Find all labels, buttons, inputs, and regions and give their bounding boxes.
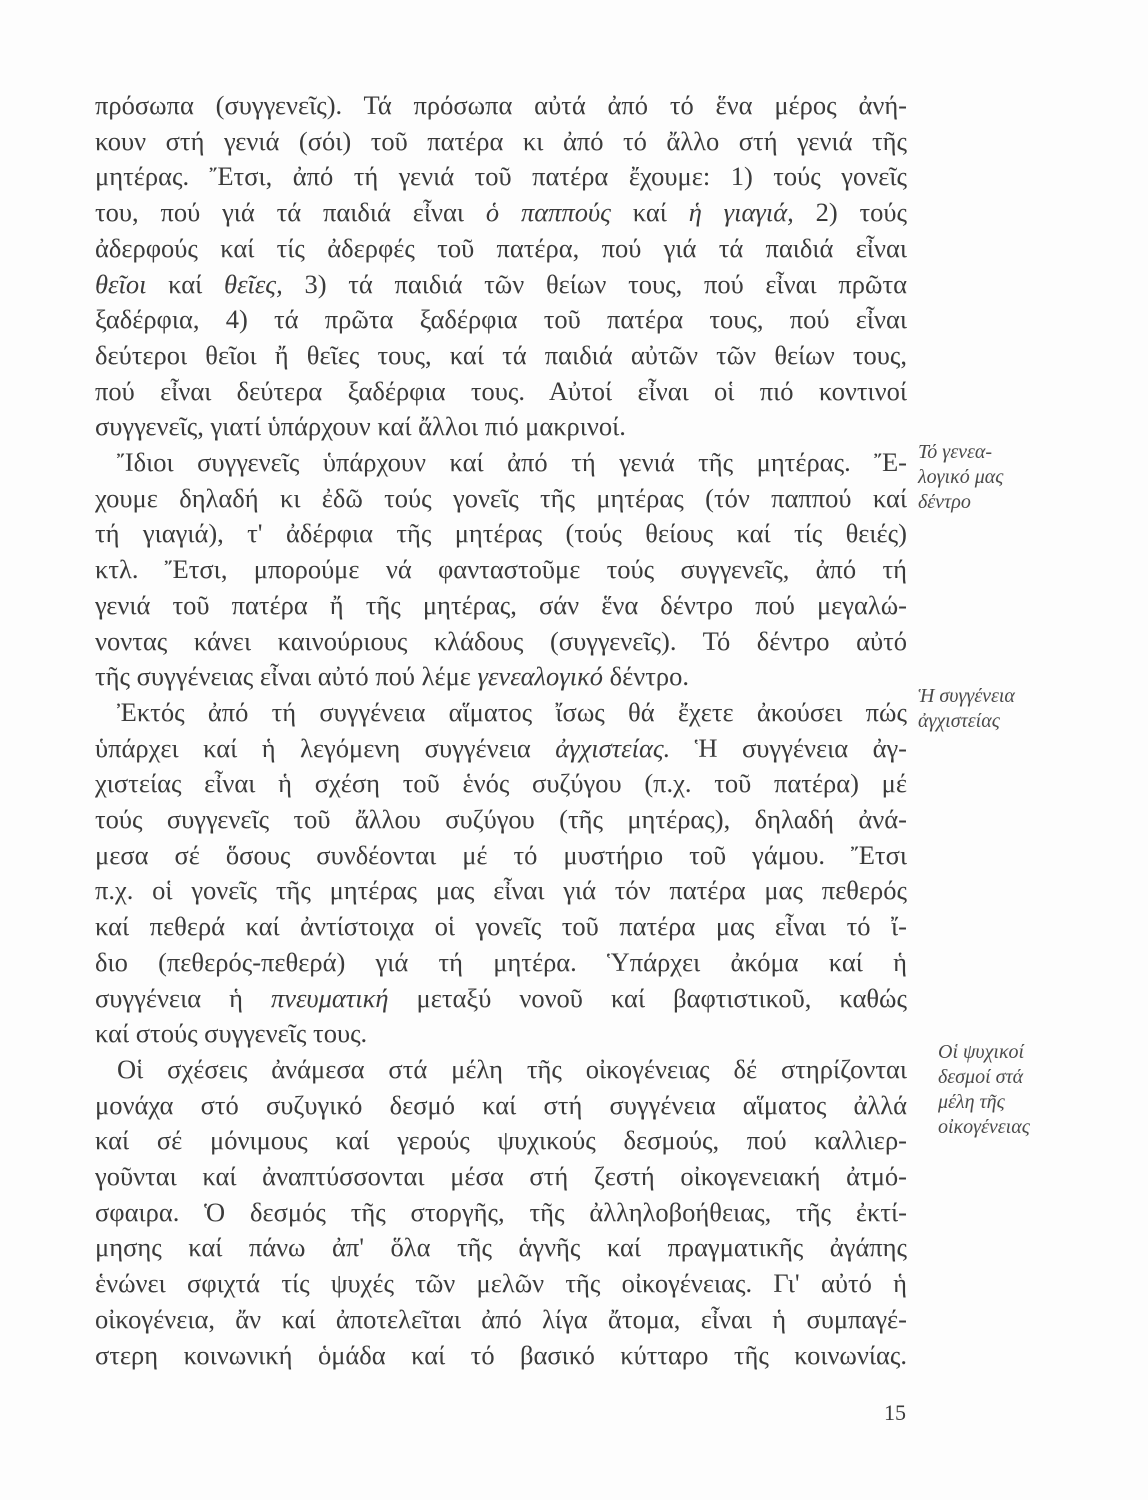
text-line bbox=[95, 908, 907, 944]
text-segment: μεσα σέ ὅσους συνδέονται μέ τό μυστήριο τοῦ γάμου. Ἔτσι bbox=[95, 839, 907, 870]
text-line bbox=[95, 944, 907, 980]
italic-term: ἀγχιστείας. bbox=[555, 732, 671, 763]
text-segment: ξαδέρφια, 4) τά πρῶτα ξαδέρφια τοῦ πατέρα τους, πού εἶναι bbox=[95, 304, 907, 335]
text-segment: δέντρο. bbox=[603, 661, 690, 692]
text-line bbox=[95, 123, 907, 159]
text-segment: σφαιρα. Ὁ δεσμός τῆς στοργῆς, τῆς ἀλληλοβοήθειας, τῆς ἐκτί- bbox=[95, 1196, 907, 1227]
margin-note-genealogical-tree bbox=[918, 440, 1003, 515]
text-line bbox=[95, 730, 907, 766]
text-segment: του, πού γιά τά παιδιά εἶναι bbox=[95, 197, 486, 228]
text-segment: καί πεθερά καί ἀντίστοιχα οἱ γονεῖς τοῦ πατέρα μας εἶναι τό ἴ- bbox=[95, 911, 907, 942]
text-line bbox=[95, 194, 907, 230]
text-line bbox=[95, 623, 907, 659]
text-line bbox=[95, 408, 907, 444]
text-line bbox=[95, 980, 907, 1016]
text-segment: καί σέ μόνιμους καί γερούς ψυχικούς δεσμούς, πού καλλιερ- bbox=[95, 1125, 907, 1156]
italic-term: πνευματική bbox=[270, 982, 389, 1013]
note-line: ἀγχιστείας bbox=[918, 710, 1000, 732]
page-number: 15 bbox=[884, 1400, 906, 1425]
text-line bbox=[95, 1229, 907, 1265]
text-segment: γοῦνται καί ἀναπτύσσονται μέσα στή ζεστή οἰκογενειακή ἀτμό- bbox=[95, 1161, 907, 1191]
note-line: λογικό μας bbox=[918, 466, 1004, 488]
text-segment: χιστείας εἶναι ἡ σχέση τοῦ ἑνός συζύγου (π.χ. τοῦ πατέρα) μέ bbox=[95, 768, 907, 799]
text-segment: ἀδερφούς καί τίς ἀδερφές τοῦ πατέρα, πού γιά τά παιδιά εἶναι bbox=[95, 232, 907, 263]
text-segment: πρόσωπα (συγγενεῖς). Τά πρόσωπα αὐτά ἀπό τό ἕνα μέρος ἀνή- bbox=[95, 90, 907, 120]
text-line bbox=[95, 158, 907, 194]
text-line bbox=[95, 765, 907, 801]
text-segment: δεύτεροι θεῖοι ἤ θεῖες τους, καί τά παιδιά αὐτῶν τῶν θείων τους, bbox=[95, 339, 907, 370]
text-segment: διο (πεθερός-πεθερά) γιά τή μητέρα. Ὑπάρχει ἀκόμα καί ἡ bbox=[95, 946, 907, 977]
italic-term: θεῖες, bbox=[224, 268, 283, 299]
text-segment: τή γιαγιά), τ' ἀδέρφια τῆς μητέρας (τούς θείους καί τίς θειές) bbox=[95, 518, 907, 549]
text-segment: Ἡ συγγένεια ἀγ- bbox=[670, 732, 907, 763]
note-line: Ἡ συγγένεια bbox=[918, 685, 1015, 707]
text-segment: καί στούς συγγενεῖς τους. bbox=[95, 1018, 368, 1049]
text-segment: μητέρας. Ἔτσι, ἀπό τή γενιά τοῦ πατέρα ἔχουμε: 1) τούς γονεῖς bbox=[95, 161, 907, 192]
text-segment: στερη κοινωνική ὁμάδα καί τό βασικό κύτταρο τῆς κοινωνίας. bbox=[95, 1339, 907, 1370]
text-line bbox=[95, 337, 907, 373]
text-segment: Ἴδιοι συγγενεῖς ὑπάρχουν καί ἀπό τή γενιά τῆς μητέρας. Ἔ- bbox=[117, 447, 907, 477]
text-line bbox=[95, 872, 907, 908]
text-line bbox=[95, 801, 907, 837]
italic-term: ἡ γιαγιά, bbox=[688, 197, 794, 228]
text-segment: 3) τά παιδιά τῶν θείων τους, πού εἶναι πρῶτα bbox=[282, 268, 907, 299]
text-line bbox=[95, 301, 907, 337]
text-line bbox=[95, 551, 907, 587]
text-line bbox=[95, 515, 907, 551]
text-segment: καί bbox=[146, 268, 225, 299]
text-segment: συγγένεια ἡ bbox=[95, 982, 271, 1013]
text-line bbox=[117, 444, 907, 480]
text-line bbox=[95, 1265, 907, 1301]
italic-term: θεῖοι bbox=[95, 268, 147, 299]
note-line: Οἱ ψυχικοί bbox=[938, 1041, 1025, 1063]
text-segment: καί bbox=[610, 197, 689, 228]
text-segment: τούς συγγενεῖς τοῦ ἄλλου συζύγου (τῆς μητέρας), δηλαδή ἀνά- bbox=[95, 804, 907, 834]
text-segment: οἰκογένεια, ἄν καί ἀποτελεῖται ἀπό λίγα ἄτομα, εἶναι ἡ συμπαγέ- bbox=[95, 1303, 907, 1334]
text-segment: χουμε δηλαδή κι ἐδῶ τούς γονεῖς τῆς μητέρας (τόν παππού καί bbox=[95, 482, 907, 513]
text-line bbox=[95, 658, 907, 694]
note-line: Τό γενεα- bbox=[918, 441, 992, 463]
text-segment: κουν στή γενιά (σόι) τοῦ πατέρα κι ἀπό τό ἄλλο στή γενιά τῆς bbox=[95, 125, 907, 156]
text-line bbox=[95, 1087, 907, 1123]
text-segment: μεταξύ νονοῦ καί βαφτιστικοῦ, καθώς bbox=[388, 982, 907, 1013]
text-segment: κτλ. Ἔτσι, μπορούμε νά φανταστοῦμε τούς συγγενεῖς, ἀπό τή bbox=[95, 554, 907, 585]
text-segment: τῆς συγγένειας εἶναι αὐτό πού λέμε bbox=[95, 661, 478, 692]
text-line bbox=[95, 1301, 907, 1337]
text-line bbox=[95, 1194, 907, 1230]
text-segment: μονάχα στό συζυγικό δεσμό καί στή συγγένεια αἵματος ἀλλά bbox=[95, 1089, 907, 1120]
italic-term: ὁ παππούς bbox=[485, 197, 611, 228]
text-line bbox=[95, 1158, 907, 1194]
text-line bbox=[95, 87, 907, 123]
italic-term: γενεαλογικό bbox=[477, 661, 604, 692]
text-line bbox=[95, 480, 907, 516]
text-segment: πού εἶναι δεύτερα ξαδέρφια τους. Αὐτοί εἶναι οἱ πιό κοντινοί bbox=[95, 375, 907, 406]
text-line bbox=[95, 266, 907, 302]
text-segment: συγγενεῖς, γιατί ὑπάρχουν καί ἄλλοι πιό μακρινοί. bbox=[95, 411, 626, 442]
text-segment: μησης καί πάνω ἀπ' ὅλα τῆς ἁγνῆς καί πραγματικῆς ἀγάπης bbox=[95, 1232, 907, 1263]
text-line bbox=[95, 1015, 907, 1051]
text-segment: Οἱ σχέσεις ἀνάμεσα στά μέλη τῆς οἰκογένειας δέ στηρίζονται bbox=[117, 1053, 907, 1084]
note-line: οἰκογένειας bbox=[938, 1116, 1030, 1138]
text-segment: π.χ. οἱ γονεῖς τῆς μητέρας μας εἶναι γιά τόν πατέρα μας πεθερός bbox=[95, 875, 907, 906]
text-segment: Ἐκτός ἀπό τή συγγένεια αἵματος ἴσως θά ἔχετε ἀκούσει πώς bbox=[117, 696, 907, 727]
margin-note-affinity bbox=[918, 684, 1015, 734]
text-line bbox=[95, 837, 907, 873]
text-line bbox=[95, 587, 907, 623]
margin-note-psychic-bonds bbox=[938, 1040, 1030, 1140]
text-line bbox=[95, 373, 907, 409]
text-segment: ἑνώνει σφιχτά τίς ψυχές τῶν μελῶν τῆς οἰκογένειας. Γι' αὐτό ἡ bbox=[95, 1268, 907, 1299]
text-segment: ὑπάρχει καί ἡ λεγόμενη συγγένεια bbox=[95, 732, 556, 763]
text-line bbox=[95, 230, 907, 266]
text-segment: 2) τούς bbox=[793, 197, 908, 228]
text-line bbox=[117, 694, 907, 730]
note-line: δεσμοί στά bbox=[938, 1066, 1024, 1088]
text-line bbox=[95, 1122, 907, 1158]
text-line bbox=[117, 1051, 907, 1087]
text-segment: γενιά τοῦ πατέρα ἤ τῆς μητέρας, σάν ἕνα δέντρο πού μεγαλώ- bbox=[95, 589, 907, 620]
text-line bbox=[95, 1337, 907, 1373]
note-line: δέντρο bbox=[918, 491, 971, 513]
note-line: μέλη τῆς bbox=[938, 1091, 1005, 1113]
text-segment: νοντας κάνει καινούριους κλάδους (συγγενεῖς). Τό δέντρο αὐτό bbox=[95, 625, 907, 656]
